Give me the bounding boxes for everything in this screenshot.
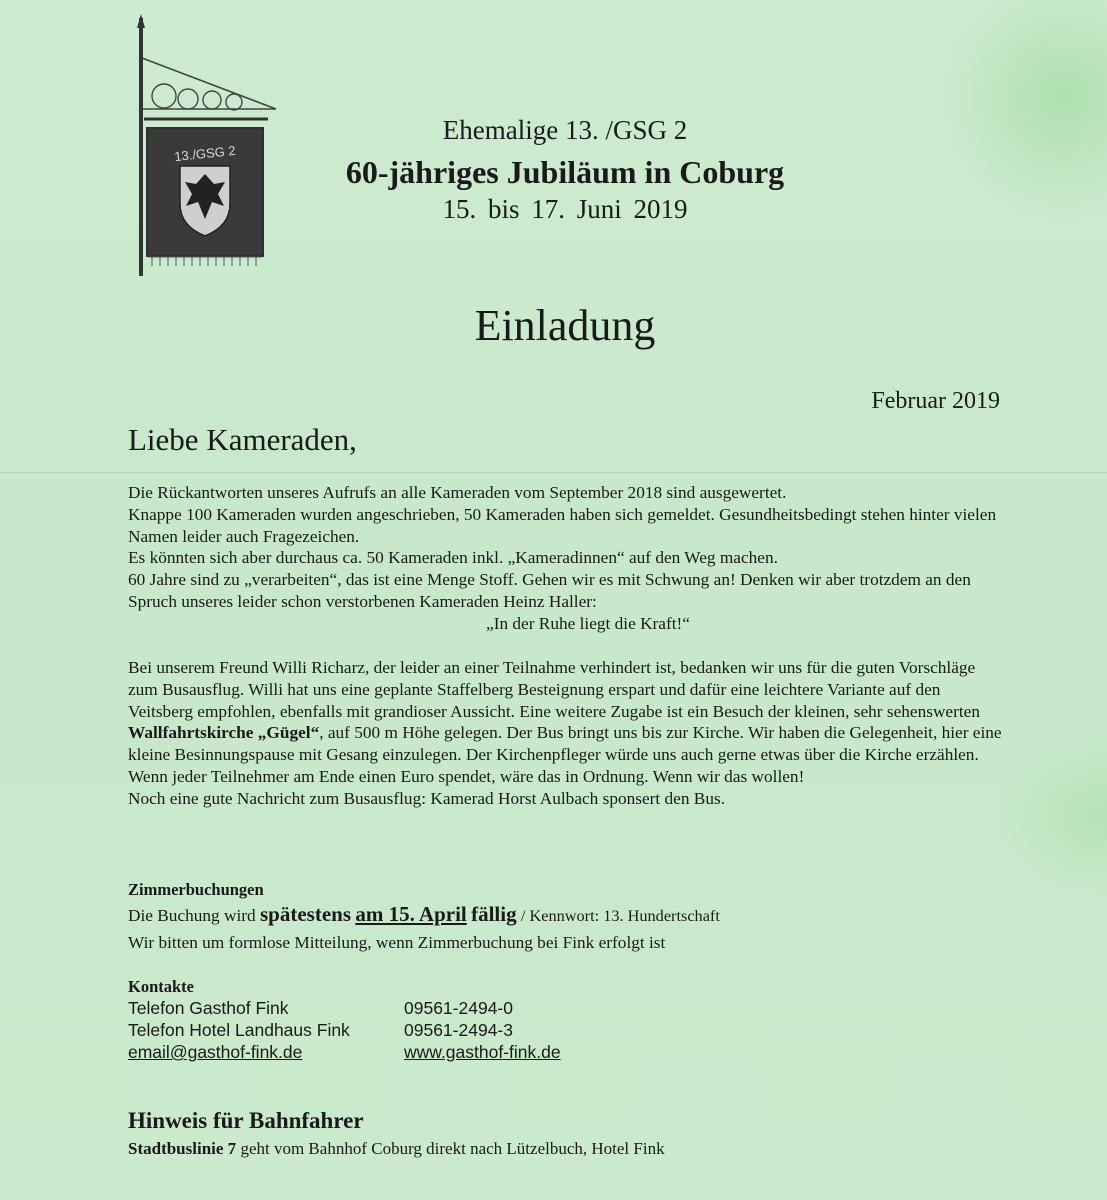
email-link[interactable]: email@gasthof-fink.de [128,1042,303,1062]
contact-phone: 09561-2494-3 [404,1020,513,1040]
intro-line: Knappe 100 Kameraden wurden angeschrieben, 50 Kameraden haben sich gemeldet. Gesundheitsbedingt stehen hinter vielen Namen leider auch Fragezeichen. [128,504,997,546]
unit-banner-logo [118,14,288,278]
bus-route-text: geht vom Bahnhof Coburg direkt nach Lützelbuch, Hotel Fink [236,1139,665,1158]
header-event-dates: 15. bis 17. Juni 2019 [442,194,688,224]
bus-trip-text-start: Bei unserem Freund Willi Richarz, der leider an einer Teilnahme verhindert ist, bedanken wir uns für die guten Vorschläge zum Busausflug. Willi hat uns eine geplante Staffelberg Besteignung erspart und dafür eine leichtere Variante auf den Veitsberg empfohlen, ebenfalls mit grandioser Aussicht. Eine weitere Zugabe ist ein Besuch der kleinen, sehr sehenswerten [128,658,980,721]
svg-text:13./GSG 2: 13./GSG 2 [173,142,237,165]
booking-deadline-line [128,902,720,927]
contact-phone: 09561-2494-0 [404,998,513,1018]
letter-date: Februar 2019 [871,388,1000,414]
rail-travel-note [128,1139,665,1159]
header-organization: Ehemalige 13. /GSG 2 [442,115,688,145]
bus-line: Stadtbuslinie 7 [128,1139,237,1158]
booking-notice: Wir bitten um formlose Mitteilung, wenn Zimmerbuchung bei Fink erfolgt ist [128,933,666,952]
paper-fold-line [0,472,1107,473]
quote: „In der Ruhe liegt die Kraft!“ [486,613,690,633]
deadline-due: fällig [471,902,517,926]
deadline-emphasis: spätestens [260,902,352,926]
contact-label: Telefon Hotel Landhaus Fink [128,1020,350,1040]
salutation: Liebe Kameraden, [128,422,357,457]
booking-text: Die Buchung wird [128,906,256,925]
intro-line: 60 Jahre sind zu „verarbeiten“, das ist eine Menge Stoff. Gehen wir es mit Schwung an! Denken wir aber trotzdem an den Spruch unseres leider schon verstorbenen Kameraden Heinz Haller: [128,570,971,611]
bus-sponsor-note: Noch eine gute Nachricht zum Busausflug: Kamerad Horst Aulbach sponsert den Bus. [128,788,726,808]
deadline-date: am 15. April [355,902,467,926]
website-link[interactable]: www.gasthof-fink.de [404,1042,561,1062]
contact-row [128,998,513,1019]
church-name: Wallfahrtskirche „Gügel“ [128,723,320,743]
section-heading-rail-travellers: Hinweis für Bahnfahrer [128,1108,364,1133]
intro-line: Es könnten sich aber durchaus ca. 50 Kameraden inkl. „Kameradinnen“ auf den Weg machen. [128,548,778,568]
section-heading-room-booking: Zimmerbuchungen [128,880,264,899]
contact-row [128,1020,513,1041]
page-title: Einladung [474,301,656,350]
bus-trip-text [128,657,1008,788]
booking-password: / Kennwort: 13. Hundertschaft [520,906,720,925]
paragraph-intro [128,482,1008,635]
header-jubilee-title: 60-jähriges Jubiläum in Coburg [345,154,785,190]
section-heading-contacts: Kontakte [128,977,194,996]
contact-label: Telefon Gasthof Fink [128,998,289,1018]
bus-trip-text-end: , auf 500 m Höhe gelegen. Der Bus bringt uns bis zur Kirche. Wir haben die Gelegenheit, hier eine kleine Besinnungspause mit Gesang einzulegen. Der Kirchenpfleger würde uns auch gerne etwas über die Kirche erzählen. Wenn jeder Teilnehmer am Ende einen Euro spendet, wäre das in Ordnung. Wenn wir das wollen! [128,723,1002,786]
contact-row [128,1042,561,1063]
paragraph-bus-trip [128,657,1008,810]
intro-line: Die Rückantworten unseres Aufrufs an alle Kameraden vom September 2018 sind ausgewertet. [128,483,787,502]
